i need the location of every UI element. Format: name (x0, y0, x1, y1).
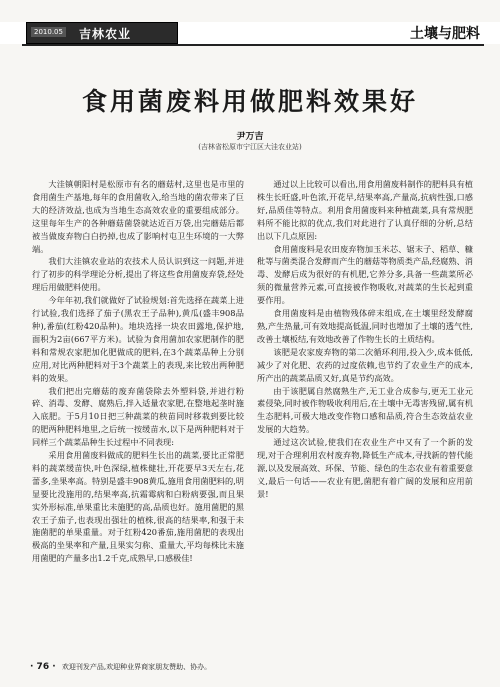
footer-slogan: 欢迎刊发产品,欢迎种业界商家朋友赞助、协办。 (61, 663, 212, 671)
paragraph: 该肥是农家废弃物的第二次循环利用,投入少,成本低低,减少了对化肥、农药的过度依赖,也节约了农业生产的成本,所产出的蔬菜品质又好,真是节约高效。 (257, 346, 473, 383)
paragraph: 我们把出完蘑菇的废弃菌袋除去外塑料袋,并进行粉碎、消毒、发酵、腐熟后,拌入适量农家肥,在整地起垄时施入底肥。于5月10日把三种蔬菜的秧苗同时移栽到要比较的肥两种肥料地里,之后统一按缓苗水,以下是两种肥料对于同样三个蔬菜品种生长过程中不同表现: (32, 385, 244, 448)
journal-banner (26, 22, 178, 44)
article-title: 食用菌废料用做肥料效果好 (81, 87, 418, 116)
author-affiliation: (吉林省松原市宁江区大洼农业站) (198, 143, 302, 151)
header-bar (0, 22, 500, 44)
paragraph: 今年年初,我们就做好了试验规划:首先选择在蔬菜上进行试验,我们选择了茄子(黑农王子品种),黄瓜(盛丰908品种),番茄(红粉420品种)。地块选择一块农田露地,保护地,面积为2亩(667平方米)。试验为食用菌加农家肥制作的肥料和常规农家肥加化肥做成的肥料,在3个蔬菜品种上分别应用,对比两种肥料对于3个蔬菜上的表现,来比较出两种肥料的效果。 (32, 295, 244, 383)
paragraph: 通过这次试验,使我们在农业生产中又有了一个新的发现,对于合理利用农村废弃物,降低生产成本,寻找新的替代能源,以及发展高效、环保、节能、绿色的生态农业有着重要意义,最后一句话——农业有肥,菌肥有着广阔的发展和应用前景! (257, 437, 473, 499)
paragraph: 由于该肥属自然腐熟生产,无工业合成参与,更无工业元素侵染,同时被作物吸收利用后,在土壤中无毒害残留,属有机生态肥料,可极大地改变作物口感和品质,符合生态效益农业发展的大趋势。 (257, 385, 473, 435)
section-title: 土壤与肥料 (410, 26, 480, 42)
right-column (257, 178, 473, 501)
journal-name: 吉林农业 (79, 27, 132, 41)
paragraph: 食用菌废料是由植物残体碎末组成,在土壤里经发酵腐熟,产生热量,可有效地提高低温,同时也增加了土壤的透气性,改善土壤板结,有效地改善了作物生长的土质结构。 (257, 308, 473, 344)
page-footer (30, 662, 211, 672)
paragraph: 大洼镇朝阳村是松原市有名的蘑菇村,这里也是市里的食用菌生产基地,每年的食用菌收入,给当地的菌农带来了巨大的经济效益,也成为当地生态高效农业的重要组成部分。这里每年生产的各种蘑菇菌袋就达近百万袋,出完蘑菇后都被当做废弃物白白扔掉,也成了影响村屯卫生环境的一大弊端。 (32, 179, 244, 254)
issue-number: 2010.05 (31, 27, 66, 37)
header-divider (22, 44, 484, 46)
article-author: 尹万吉 (236, 132, 264, 142)
paragraph: 采用食用菌废料做成的肥料生长出的蔬菜,要比正常肥料的蔬菜缓苗快,叶色深绿,植株健壮,开花要早3天左右,花蕾多,坐果率高。特别是盛丰908黄瓜,施用食用菌肥料的,明显要比没施用的,结果率高,抗霜霉病和白粉病要强,而且果实外形标准,单果重比未施肥的高,品质也好。施用菌肥的黑农王子茄子,也表现出强壮的植株,很高的结果率,和强于未施菌肥的单果重量。对于红粉420番茄,施用菌肥的表现出极高的坐果率和产量,且果实匀称、重量大,平均每株比未施用菌肥的产量多出1.2千克,成熟早,口感极佳! (32, 450, 244, 564)
paragraph: 食用菌废料是农田废弃物加玉米芯、锯末子、稻草、糠秕等与菌类混合发酵而产生的蘑菇等物质类产品,经腐熟、消毒、发酵后成为很好的有机肥,它养分多,具备一些蔬菜所必须的微量营养元素,可直接被作物吸收,对蔬菜的生长起到重要作用。 (257, 243, 473, 306)
page-number: · 76 · (30, 662, 56, 672)
left-column (32, 178, 244, 565)
paragraph: 我们大洼镇农业站的农技术人员认识到这一问题,并进行了初步的科学理论分析,提出了将这些食用菌废弃袋,经处理后用做肥料使用。 (32, 256, 244, 293)
paragraph: 通过以上比较可以看出,用食用菌废料制作的肥料具有植株生长旺盛,叶色浓,开花早,结果率高,产量高,抗病性强,口感好,品质佳等特点。利用食用菌废料来种植蔬菜,具有常规肥料所不能比拟的优点,我们对此进行了认真仔细的分析,总结出以下几点原因: (257, 179, 473, 241)
